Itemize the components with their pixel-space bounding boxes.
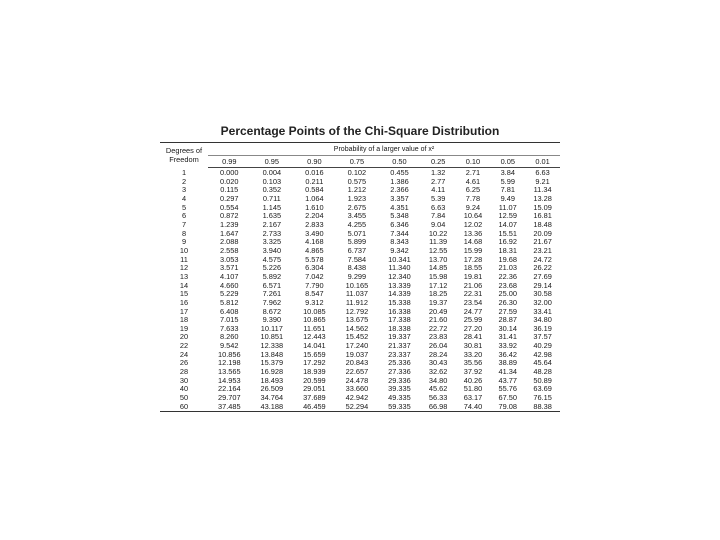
critical-value-cell: 23.68 [498,280,518,290]
critical-value-cell: 7.81 [500,185,515,195]
critical-value-cell: 4.660 [220,280,239,290]
critical-value-cell: 1.647 [220,228,239,238]
degrees-of-freedom-cell: 11 [180,254,188,264]
critical-value-cell: 45.64 [533,358,552,368]
critical-value-cell: 14.041 [303,341,326,351]
degrees-of-freedom-cell: 5 [181,202,187,212]
critical-value-cell: 1.386 [390,176,409,186]
critical-value-cell: 20.49 [428,306,448,316]
table-title: Percentage Points of the Chi-Square Distribution [220,124,500,138]
critical-value-cell: 45.62 [428,384,448,394]
critical-value-cell: 32.00 [533,297,552,307]
critical-value-cell: 23.21 [533,245,552,255]
critical-value-cell: 33.92 [498,341,518,351]
critical-value-cell: 29.707 [217,393,241,403]
critical-value-cell: 2.77 [430,176,446,186]
column-header: 0.90 [293,156,336,168]
critical-value-cell: 40.26 [463,375,483,385]
critical-value-cell: 18.493 [260,375,284,385]
degrees-of-freedom-cell: 20 [179,332,189,342]
critical-value-cell: 39.335 [388,384,411,394]
critical-value-cell: 34.80 [428,375,448,385]
table-row [160,403,560,412]
critical-value-cell: 34.764 [260,393,284,403]
critical-value-cell: 30.81 [463,341,483,351]
critical-value-cell: 11.34 [533,185,552,195]
critical-value-cell: 9.299 [347,271,367,281]
critical-value-cell: 26.22 [533,263,552,273]
degrees-of-freedom-cell: 60 [160,403,208,412]
column-header: 0.95 [251,156,294,168]
critical-value-cell: 3.84 [500,168,515,177]
critical-value-cell: 19.68 [498,254,518,264]
critical-value-cell: 7.790 [305,280,324,290]
critical-value-cell: 5.071 [347,228,367,238]
critical-value-cell: 22.31 [463,289,483,299]
critical-value-cell: 15.99 [463,245,483,255]
critical-value-cell: 59.335 [378,403,421,412]
critical-value-cell: 5.226 [262,263,282,273]
degrees-of-freedom-cell: 24 [179,349,189,359]
critical-value-cell: 5.229 [220,289,239,299]
critical-value-cell: 20.843 [345,358,369,368]
degrees-of-freedom-cell: 18 [179,315,189,325]
critical-value-cell: 17.28 [463,254,483,264]
critical-value-cell: 26.509 [260,384,284,394]
critical-value-cell: 7.015 [220,315,239,325]
critical-value-cell: 22.36 [498,271,518,281]
critical-value-cell: 13.339 [388,280,411,290]
critical-value-cell: 37.485 [208,403,251,412]
degrees-of-freedom-cell: 1 [181,167,187,177]
critical-value-cell: 6.25 [465,185,481,195]
critical-value-cell: 0.020 [220,176,239,186]
critical-value-cell: 25.00 [498,289,518,299]
critical-value-cell: 10.22 [428,228,448,238]
critical-value-cell: 12.443 [303,332,326,342]
critical-value-cell: 33.20 [463,349,483,359]
critical-value-cell: 2.675 [347,202,367,212]
critical-value-cell: 4.575 [262,254,282,264]
critical-value-cell: 23.337 [388,349,411,359]
critical-value-cell: 36.42 [498,349,518,359]
critical-value-cell: 7.344 [390,228,409,238]
critical-value-cell: 36.19 [533,323,552,333]
critical-value-cell: 29.14 [533,280,552,290]
critical-value-cell: 9.49 [500,193,515,203]
critical-value-cell: 15.452 [345,332,369,342]
critical-value-cell: 18.31 [498,245,518,255]
critical-value-cell: 4.351 [390,202,409,212]
critical-value-cell: 9.342 [390,245,409,255]
degrees-of-freedom-cell: 3 [181,185,187,195]
critical-value-cell: 15.09 [533,202,552,212]
critical-value-cell: 76.15 [533,393,552,403]
degrees-of-freedom-cell: 14 [179,280,189,290]
critical-value-cell: 0.016 [305,168,324,177]
critical-value-cell: 6.63 [430,202,446,212]
critical-value-cell: 17.292 [303,358,326,368]
critical-value-cell: 6.571 [262,280,282,290]
critical-value-cell: 14.953 [217,375,241,385]
degrees-of-freedom-cell: 6 [181,211,187,221]
critical-value-cell: 6.737 [347,245,367,255]
critical-value-cell: 10.64 [463,211,483,221]
critical-value-cell: 41.34 [498,367,518,377]
critical-value-cell: 0.115 [220,185,239,195]
critical-value-cell: 8.547 [305,289,324,299]
critical-value-cell: 43.77 [498,375,518,385]
critical-value-cell: 11.39 [429,237,448,247]
critical-value-cell: 4.61 [465,176,481,186]
critical-value-cell: 2.366 [390,185,409,195]
critical-value-cell: 21.03 [498,263,518,273]
critical-value-cell: 7.633 [220,323,239,333]
critical-value-cell: 79.08 [490,403,525,412]
critical-value-cell: 9.312 [305,297,324,307]
critical-value-cell: 55.76 [498,384,518,394]
critical-value-cell: 3.325 [262,237,282,247]
critical-value-cell: 31.41 [498,332,518,342]
critical-value-cell: 13.848 [260,349,284,359]
critical-value-cell: 33.660 [345,384,369,394]
critical-value-cell: 22.72 [428,323,448,333]
degrees-of-freedom-cell: 7 [181,219,187,229]
critical-value-cell: 4.11 [431,185,446,195]
critical-value-cell: 7.962 [262,297,282,307]
critical-value-cell: 50.89 [533,375,552,385]
degrees-of-freedom-header: Degrees of Freedom [160,143,208,168]
critical-value-cell: 14.07 [498,219,518,229]
critical-value-cell: 21.60 [428,315,448,325]
critical-value-cell: 10.165 [345,280,369,290]
critical-value-cell: 40.29 [533,341,552,351]
critical-value-cell: 21.67 [533,237,552,247]
critical-value-cell: 18.48 [533,219,552,229]
critical-value-cell: 12.198 [217,358,241,368]
critical-value-cell: 4.107 [220,271,239,281]
critical-value-cell: 30.43 [428,358,448,368]
critical-value-cell: 28.41 [463,332,483,342]
critical-value-cell: 0.575 [347,176,367,186]
critical-value-cell: 19.37 [428,297,448,307]
critical-value-cell: 25.336 [388,358,411,368]
critical-value-cell: 32.62 [428,367,448,377]
critical-value-cell: 8.672 [262,306,282,316]
critical-value-cell: 9.04 [430,219,446,229]
critical-value-cell: 63.17 [463,393,483,403]
critical-value-cell: 16.338 [388,306,411,316]
critical-value-cell: 17.240 [345,341,369,351]
critical-value-cell: 24.478 [345,375,369,385]
critical-value-cell: 4.865 [305,245,324,255]
critical-value-cell: 9.21 [535,176,550,186]
degrees-of-freedom-cell: 16 [179,297,189,307]
critical-value-cell: 16.928 [260,367,284,377]
critical-value-cell: 29.051 [303,384,326,394]
critical-value-cell: 26.04 [428,341,448,351]
critical-value-cell: 4.255 [347,219,367,229]
critical-value-cell: 15.51 [498,228,518,238]
column-header: 0.05 [490,156,525,168]
critical-value-cell: 1.610 [305,202,324,212]
critical-value-cell: 1.212 [347,185,367,195]
critical-value-cell: 0.584 [305,185,324,195]
critical-value-cell: 3.940 [262,245,282,255]
critical-value-cell: 26.30 [498,297,518,307]
critical-value-cell: 1.923 [347,193,367,203]
critical-value-cell: 7.84 [430,211,446,221]
column-header: 0.01 [525,156,560,168]
critical-value-cell: 38.89 [498,358,518,368]
degrees-of-freedom-cell: 26 [179,358,189,368]
degrees-of-freedom-cell: 4 [181,193,187,203]
degrees-of-freedom-cell: 2 [181,176,187,186]
degrees-of-freedom-cell: 9 [181,237,187,247]
critical-value-cell: 5.99 [500,176,515,186]
critical-value-cell: 0.211 [305,176,324,186]
critical-value-cell: 2.088 [220,237,239,247]
critical-value-cell: 17.12 [428,280,448,290]
column-header: 0.25 [421,156,456,168]
critical-value-cell: 27.69 [533,271,552,281]
critical-value-cell: 5.578 [305,254,324,264]
critical-value-cell: 6.408 [220,306,239,316]
critical-value-cell: 1.32 [430,168,446,177]
critical-value-cell: 1.145 [262,202,282,212]
critical-value-cell: 56.33 [428,393,448,403]
critical-value-cell: 13.675 [345,315,369,325]
critical-value-cell: 3.455 [347,211,367,221]
degrees-of-freedom-cell: 19 [179,323,189,333]
critical-value-cell: 28.24 [428,349,448,359]
critical-value-cell: 29.336 [388,375,411,385]
critical-value-cell: 5.812 [220,297,239,307]
critical-value-cell: 1.239 [220,219,239,229]
critical-value-cell: 0.297 [220,193,239,203]
degrees-of-freedom-cell: 10 [179,245,189,255]
critical-value-cell: 13.565 [217,367,241,377]
critical-value-cell: 10.085 [303,306,326,316]
column-header: 0.10 [456,156,491,168]
critical-value-cell: 88.38 [525,403,560,412]
critical-value-cell: 14.85 [428,263,448,273]
degrees-of-freedom-cell: 50 [179,393,189,403]
critical-value-cell: 19.81 [463,271,483,281]
critical-value-cell: 12.340 [388,271,411,281]
critical-value-cell: 27.336 [388,367,411,377]
critical-value-cell: 23.83 [428,332,448,342]
column-header: 0.50 [378,156,421,168]
critical-value-cell: 8.343 [390,237,409,247]
critical-value-cell: 2.167 [262,219,282,229]
critical-value-cell: 37.92 [463,367,483,377]
critical-value-cell: 8.260 [220,332,239,342]
critical-value-cell: 2.833 [305,219,324,229]
critical-value-cell: 7.042 [305,271,324,281]
degrees-of-freedom-cell: 22 [179,341,189,351]
critical-value-cell: 8.438 [347,263,367,273]
critical-value-cell: 18.55 [463,263,483,273]
critical-value-cell: 5.899 [347,237,367,247]
column-header-row [160,156,560,168]
critical-value-cell: 12.55 [428,245,448,255]
critical-value-cell: 2.733 [262,228,282,238]
critical-value-cell: 10.341 [388,254,411,264]
critical-value-cell: 0.554 [220,202,239,212]
critical-value-cell: 42.942 [345,393,369,403]
critical-value-cell: 5.892 [262,271,282,281]
critical-value-cell: 13.28 [533,193,552,203]
critical-value-cell: 0.004 [262,168,282,177]
chi-square-table [160,142,560,412]
critical-value-cell: 49.335 [388,393,411,403]
column-header: 0.99 [208,156,251,168]
critical-value-cell: 46.459 [293,403,336,412]
critical-value-cell: 19.337 [388,332,411,342]
critical-value-cell: 15.659 [303,349,326,359]
critical-value-cell: 10.865 [303,315,326,325]
degrees-of-freedom-cell: 30 [179,375,189,385]
critical-value-cell: 5.348 [390,211,409,221]
critical-value-cell: 9.542 [220,341,239,351]
critical-value-cell: 18.939 [303,367,326,377]
critical-value-cell: 12.792 [345,306,369,316]
critical-value-cell: 35.56 [463,358,483,368]
degrees-of-freedom-cell: 28 [179,367,189,377]
critical-value-cell: 2.71 [465,168,481,177]
critical-value-cell: 3.490 [305,228,324,238]
critical-value-cell: 27.20 [463,323,483,333]
critical-value-cell: 25.99 [463,315,483,325]
critical-value-cell: 43.188 [251,403,294,412]
critical-value-cell: 21.06 [463,280,483,290]
probability-header: Probability of a larger value of x² [208,143,560,156]
critical-value-cell: 7.584 [347,254,367,264]
critical-value-cell: 12.02 [463,219,483,229]
critical-value-cell: 0.352 [262,185,282,195]
critical-value-cell: 11.340 [388,263,411,273]
critical-value-cell: 0.711 [262,193,281,203]
critical-value-cell: 20.599 [303,375,326,385]
critical-value-cell: 16.92 [498,237,518,247]
critical-value-cell: 37.689 [303,393,326,403]
table-body [160,168,560,412]
critical-value-cell: 2.558 [220,245,239,255]
critical-value-cell: 9.24 [465,202,481,212]
critical-value-cell: 5.39 [430,193,446,203]
critical-value-cell: 48.28 [533,367,552,377]
critical-value-cell: 27.59 [498,306,518,316]
degrees-of-freedom-cell: 12 [179,263,189,273]
critical-value-cell: 1.064 [305,193,324,203]
critical-value-cell: 13.36 [463,228,483,238]
degrees-of-freedom-cell: 15 [179,289,189,299]
critical-value-cell: 16.81 [533,211,552,221]
critical-value-cell: 19.037 [345,349,369,359]
critical-value-cell: 23.54 [463,297,483,307]
critical-value-cell: 9.390 [262,315,282,325]
critical-value-cell: 11.07 [498,202,517,212]
degrees-of-freedom-cell: 17 [179,306,189,316]
critical-value-cell: 22.657 [345,367,369,377]
critical-value-cell: 3.357 [390,193,409,203]
critical-value-cell: 33.41 [533,306,552,316]
critical-value-cell: 14.562 [345,323,369,333]
critical-value-cell: 18.25 [428,289,448,299]
critical-value-cell: 1.635 [262,211,282,221]
critical-value-cell: 3.571 [220,263,239,273]
critical-value-cell: 0.455 [390,168,409,177]
critical-value-cell: 37.57 [533,332,552,342]
critical-value-cell: 30.14 [498,323,518,333]
critical-value-cell: 17.338 [388,315,411,325]
critical-value-cell: 11.912 [345,297,368,307]
critical-value-cell: 67.50 [498,393,518,403]
degrees-of-freedom-cell: 13 [179,271,189,281]
critical-value-cell: 66.98 [421,403,456,412]
critical-value-cell: 15.379 [260,358,284,368]
critical-value-cell: 11.651 [303,323,326,333]
critical-value-cell: 12.338 [260,341,284,351]
critical-value-cell: 10.117 [260,323,283,333]
critical-value-cell: 74.40 [456,403,491,412]
critical-value-cell: 12.59 [498,211,518,221]
critical-value-cell: 11.037 [345,289,368,299]
critical-value-cell: 7.261 [262,289,282,299]
critical-value-cell: 42.98 [533,349,552,359]
critical-value-cell: 51.80 [463,384,483,394]
critical-value-cell: 34.80 [533,315,552,325]
critical-value-cell: 63.69 [533,384,552,394]
critical-value-cell: 4.168 [305,237,324,247]
critical-value-cell: 14.339 [388,289,411,299]
critical-value-cell: 13.70 [428,254,448,264]
critical-value-cell: 24.77 [463,306,483,316]
critical-value-cell: 2.204 [305,211,324,221]
critical-value-cell: 0.102 [347,168,367,177]
critical-value-cell: 0.872 [220,211,239,221]
degrees-of-freedom-cell: 40 [179,384,189,394]
critical-value-cell: 28.87 [498,315,518,325]
critical-value-cell: 0.103 [262,176,282,186]
critical-value-cell: 6.304 [305,263,324,273]
critical-value-cell: 22.164 [217,384,241,394]
critical-value-cell: 18.338 [388,323,411,333]
critical-value-cell: 10.851 [260,332,284,342]
critical-value-cell: 24.72 [533,254,552,264]
critical-value-cell: 52.294 [336,403,379,412]
critical-value-cell: 0.000 [220,168,239,177]
critical-value-cell: 14.68 [463,237,483,247]
critical-value-cell: 10.856 [217,349,241,359]
critical-value-cell: 15.98 [428,271,448,281]
critical-value-cell: 21.337 [388,341,411,351]
critical-value-cell: 30.58 [533,289,552,299]
column-header: 0.75 [336,156,379,168]
critical-value-cell: 15.338 [388,297,411,307]
critical-value-cell: 6.346 [390,219,409,229]
degrees-of-freedom-cell: 8 [181,228,187,238]
critical-value-cell: 6.63 [535,168,550,177]
critical-value-cell: 3.053 [220,254,239,264]
critical-value-cell: 7.78 [465,193,481,203]
critical-value-cell: 20.09 [533,228,552,238]
